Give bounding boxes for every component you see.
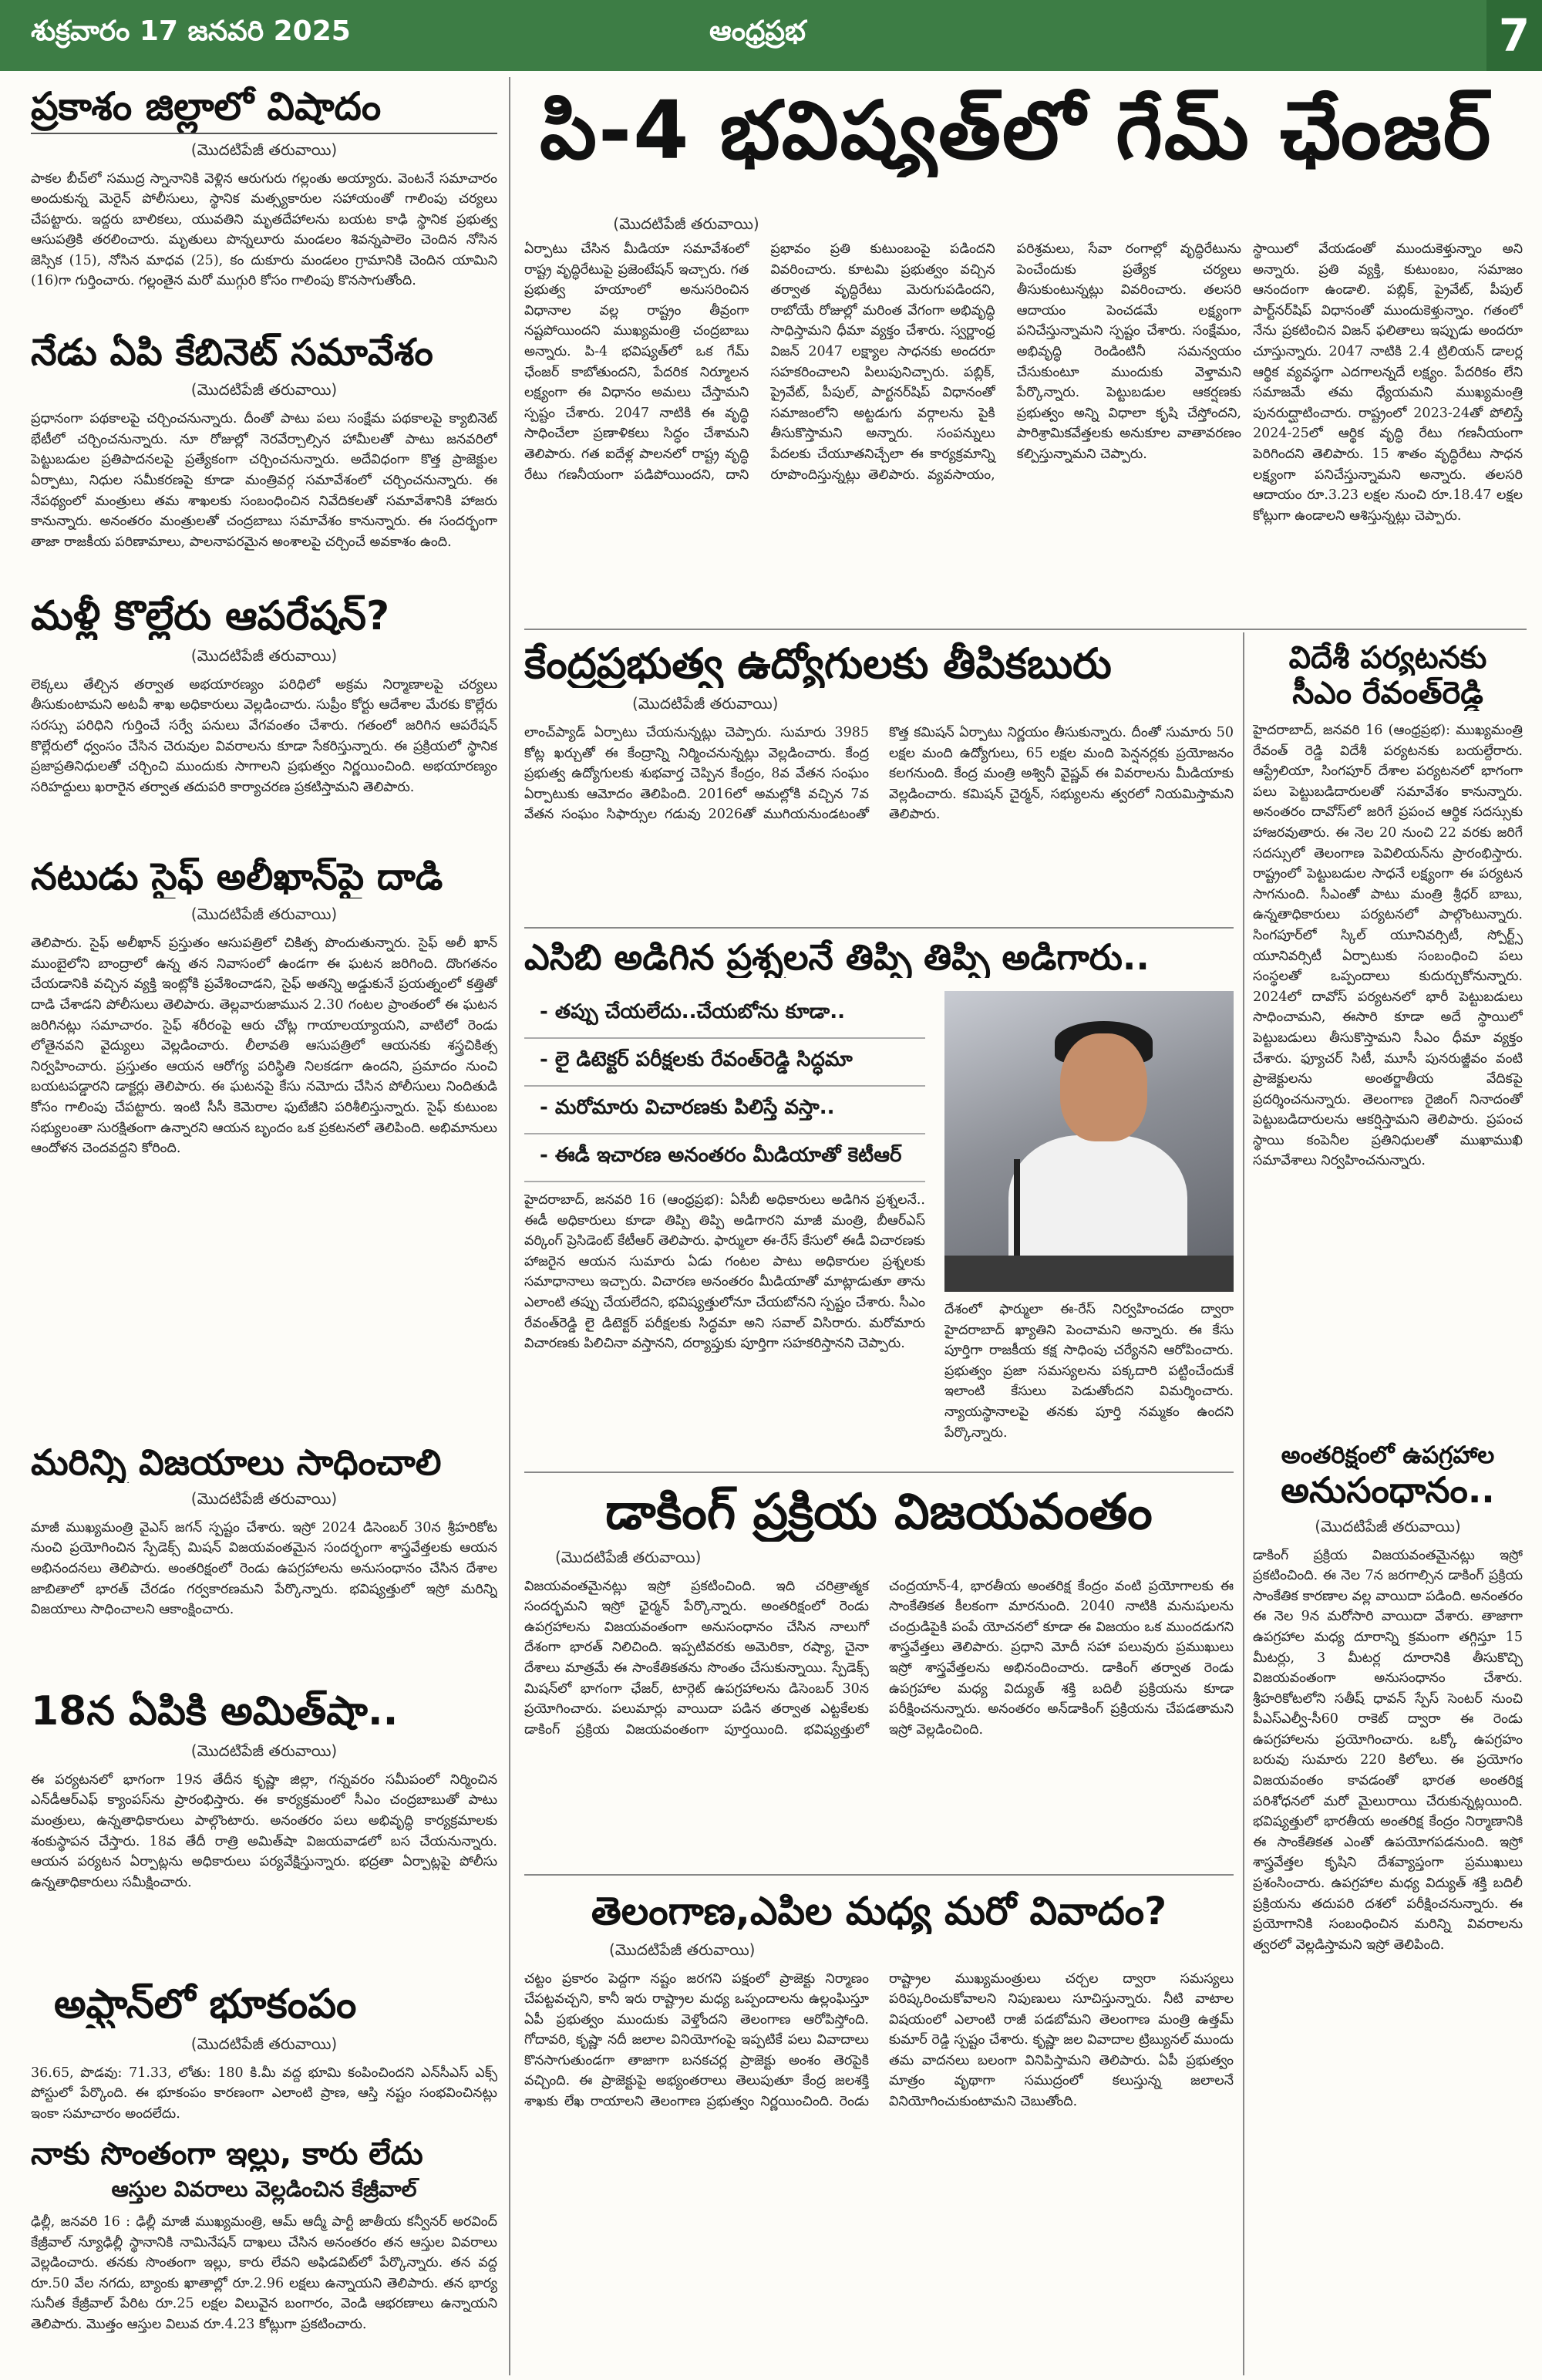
article-prakasam [31,85,497,320]
byline: (మొదటిపేజీ తరువాయి) [613,214,759,233]
column-rule-right [1243,632,1244,2375]
lead-rule [524,629,1527,630]
byline: (మొదటిపేజీ తరువాయి) [190,905,338,924]
lead-headline: పి-4 భవిష్యత్‌లో గేమ్ ఛేంజర్ [540,85,1493,177]
article-body: డాకింగ్ ప్రక్రియ విజయవంతమైనట్లు ఇస్రో ప్రకటించింది. ఈ నెల 7న జరగాల్సిన డాకింగ్ ప్రక్రియ సాంకేతిక కారణాల వల్ల వాయిదా పడింది. అనంతరం ఈ నెల 9న మరోసారి వాయిదా వేశారు. తాజాగా ఉపగ్రహాల మధ్య దూరాన్ని క్రమంగా తగ్గిస్తూ 15 మీటర్లు, 3 మీటర్ల దూరానికి తీసుకొచ్చి విజయవంతంగా అనుసంధానం చేశారు. శ్రీహరికోటలోని సతీష్ ధావన్ స్పేస్ సెంటర్ నుంచి పీఎస్ఎల్వీ-సీ60 రాకెట్ ద్వారా ఈ రెండు ఉపగ్రహాలను ప్రయోగించారు. ఒక్కో ఉపగ్రహం బరువు సుమారు 220 కిలోలు. ఈ ప్రయోగం విజయవంతం కావడంతో భారత అంతరిక్ష పరిశోధనలో మరో మైలురాయి చేరుకున్నట్లయింది. భవిష్యత్తులో భారతీయ అంతరిక్ష కేంద్రం నిర్మాణానికి ఈ సాంకేతికత ఎంతో ఉపయోగపడనుంది. ఇస్రో శాస్త్రవేత్తల కృషిని దేశవ్యాప్తంగా ప్రముఖులు ప్రశంసించారు. ఉపగ్రహాల మధ్య విద్యుత్ శక్తి బదిలీ ప్రక్రియను తదుపరి దశలో పరీక్షించనున్నారు. ఈ ప్రయోగానికి సంబంధించిన మరిన్ని వివరాలను త్వరలో వెల్లడిస్తామని ఇస్రో తెలిపింది. [1253,1547,1523,1953]
article-amit-shah [31,1689,497,1974]
article-saif-ali-khan [31,856,497,1442]
rule [524,1874,1234,1876]
byline: (మొదటిపేజీ తరువాయి) [190,1741,338,1760]
key-point: - మరోమారు విచారణకు పిలిస్తే వస్తా.. [524,1087,925,1134]
article-body: లాంచ్‌ప్యాడ్ ఏర్పాటు చేయనున్నట్లు చెప్పారు. సుమారు 3985 కోట్ల ఖర్చుతో ఈ కేంద్రాన్ని నిర్మించనున్నట్లు వెల్లడించారు. కేంద్ర ప్రభుత్వ ఉద్యోగులకు శుభవార్త చెప్పిన కేంద్రం, 8వ వేతన సంఘం ఏర్పాటుకు ఆమోదం తెలిపింది. 2016లో అమల్లోకి వచ్చిన 7వ వేతన సంఘం సిఫార్సుల గడువు 2026తో ముగియనుండటంతో కొత్త కమిషన్ ఏర్పాటు నిర్ణయం తీసుకున్నారు. దీంతో సుమారు 50 లక్షల మంది ఉద్యోగులు, 65 లక్షల మంది పెన్షనర్లకు ప్రయోజనం కలగనుంది. కేంద్ర మంత్రి అశ్వినీ వైష్ణవ్ ఈ వివరాలను మీడియాకు వెల్లడించారు. కమిషన్ చైర్మన్, సభ్యులను త్వరలో నియమిస్తామని తెలిపారు. [524,725,1234,823]
byline: (మొదటిపేజీ తరువాయి) [190,646,338,665]
headline: నాకు సొంతంగా ఇల్లు, కారు లేదు [31,2136,423,2172]
article-body: ప్రధానంగా పథకాలపై చర్చించనున్నారు. దీంతో పాటు పలు సంక్షేమ పథకాలపై క్యాబినెట్ భేటీలో చర్చించనున్నారు. నూ రోజుల్లో నెరవేర్చాల్సిన హామీలతో పాటు జనవరిలో పెట్టుబడుల ప్రతిపాదనలపై ప్రత్యేకంగా చర్చించనున్నారు. అదేవిధంగా కొత్త ప్రాజెక్టుల ఏర్పాటు, నిధుల సమీకరణపై కూడా మంత్రివర్గ సమావేశంలో చర్చించనున్నారు. ఈ నేపథ్యంలో మంత్రులు తమ శాఖలకు సంబంధించిన నివేదికలతో సమావేశానికి హాజరు కానున్నారు. అనంతరం మంత్రులతో చంద్రబాబు సమావేశం కానున్నారు. ఈ సందర్భంగా తాజా రాజకీయ పరిణామాలు, పాలనాపరమైన అంశాలపై చర్చించే అవకాశం ఉంది. [31,411,497,550]
center-column [524,640,1234,2372]
article-body-continued: దేశంలో ఫార్ములా ఈ-రేస్ నిర్వహించడం ద్వారా హైదరాబాద్ ఖ్యాతిని పెంచామని అన్నారు. ఈ కేసు పూర్తిగా రాజకీయ కక్ష సాధింపు చర్యేనని ఆరోపించారు. ప్రభుత్వం ప్రజా సమస్యలను పక్కదారి పట్టించేందుకే ఇలాంటి కేసులు పెడుతోందని విమర్శించారు. న్యాయస్థానాలపై తనకు పూర్తి నమ్మకం ఉందని పేర్కొన్నారు. [944,1302,1234,1441]
byline: (మొదటిపేజీ తరువాయి) [609,1940,756,1959]
headline: డాకింగ్ ప్రక్రియ విజయవంతం [605,1485,1153,1541]
headline-line-2: అనుసంధానం.. [1281,1469,1495,1511]
headline: అఫ్ఘాన్‌లో భూకంపం [54,1982,357,2028]
article-body: చట్టం ప్రకారం పెద్దగా నష్టం జరగని పక్షంలో ప్రాజెక్టు నిర్మాణం చేపట్టవచ్చని, కానీ ఇరు రాష్ట్రాల మధ్య ఒప్పందాలను ఉల్లంఘిస్తూ ఏపీ ప్రభుత్వం ముందుకు వెళ్తోందని తెలంగాణ ఆరోపిస్తోంది. గోదావరి, కృష్ణా నదీ జలాల వినియోగంపై ఇప్పటికే పలు వివాదాలు కొనసాగుతుండగా తాజాగా బనకచర్ల ప్రాజెక్టు అంశం తెరపైకి వచ్చింది. ఈ ప్రాజెక్టుపై అభ్యంతరాలు తెలుపుతూ కేంద్ర జలశక్తి శాఖకు లేఖ రాయాలని తెలంగాణ ప్రభుత్వం నిర్ణయించింది. రెండు రాష్ట్రాల ముఖ్యమంత్రులు చర్చల ద్వారా సమస్యలు పరిష్కరించుకోవాలని నిపుణులు సూచిస్తున్నారు. నీటి వాటాల విషయంలో ఎలాంటి రాజీ పడబోమని తెలంగాణ మంత్రి ఉత్తమ్ కుమార్ రెడ్డి స్పష్టం చేశారు. కృష్ణా జల వివాదాల ట్రిబ్యునల్ ముందు తమ వాదనలు బలంగా వినిపిస్తామని తెలిపారు. ఏపీ ప్రభుత్వం మాత్రం వృథాగా సముద్రంలో కలుస్తున్న జలాలనే వినియోగించుకుంటామని చెబుతోంది. [524,1970,1234,2110]
article-kolleru [31,594,497,848]
page-header-bar [0,0,1542,71]
byline: (మొదటిపేజీ తరువాయి) [190,140,338,159]
article-afghan-earthquake [31,1982,497,2129]
byline: (మొదటిపేజీ తరువాయి) [190,380,338,399]
left-column [31,85,497,2372]
headline-line-2: సీఎం రేవంత్‌రెడ్డి [1292,676,1483,711]
key-point: - లై డిటెక్టర్ పరీక్షలకు రేవంత్‌రెడ్డి సిద్ధమా [524,1039,925,1087]
article-body: మాజీ ముఖ్యమంత్రి వైఎస్ జగన్ స్పష్టం చేశారు. ఇస్రో 2024 డిసెంబర్ 30న శ్రీహరికోట నుంచి ప్రయోగించిన స్పేడెక్స్ మిషన్ విజయవంతమైన సందర్భంగా శాస్త్రవేత్తలకు ఆయన అభినందనలు తెలిపారు. అంతరిక్షంలో రెండు ఉపగ్రహాలను అనుసంధానం చేసిన దేశాల జాబితాలో భారత్ చేరడం గర్వకారణమని పేర్కొన్నారు. భవిష్యత్తులో ఇస్రో మరిన్ని విజయాలు సాధించాలని ఆకాంక్షించారు. [31,1519,497,1618]
paper-name: ఆంధ్రప్రభ [709,15,806,47]
article-body: లెక్కలు తేల్చిన తర్వాత అభయారణ్యం పరిధిలో అక్రమ నిర్మాణాలపై చర్యలు తీసుకుంటామని అటవీ శాఖ అధికారులు వెల్లడించారు. సుప్రీం కోర్టు ఆదేశాల మేరకు కొల్లేరు సరస్సు పరిధిని గుర్తించే సర్వే పనులు వేగవంతం చేశారు. గతంలో జరిగిన ఆపరేషన్ కొల్లేరులో ధ్వంసం చేసిన చెరువుల వివరాలను కూడా సేకరిస్తున్నారు. ఈ ప్రక్రియలో స్థానిక ప్రజాప్రతినిధులతో చర్చించి ముందుకు సాగాలని ప్రభుత్వం నిర్ణయించింది. అభయారణ్యం సరిహద్దులు ఖరారైన తర్వాత తదుపరి కార్యాచరణ ప్రకటిస్తామని తెలిపారు. [31,676,497,795]
headline: మళ్లీ కొల్లేరు ఆపరేషన్? [31,594,390,639]
headline: మరిన్ని విజయాలు సాధించాలి [31,1442,442,1483]
key-points-list [524,991,925,1182]
rule [524,927,1234,929]
article-more-victories [31,1442,497,1681]
article-docking-success [524,1485,1234,1870]
subheadline: ఆస్తుల వివరాలు వెల్లడించిన కేజ్రీవాల్ [111,2176,417,2202]
article-satellite-docking [1253,1442,1523,2372]
key-point: - తప్పు చేయలేదు..చేయబోను కూడా.. [524,991,925,1039]
article-ktr-ed-inquiry [524,937,1234,1465]
issue-date: శుక్రవారం 17 జనవరి 2025 [31,15,351,47]
article-telangana-ap-dispute [524,1890,1234,2372]
lead-body-continued: స్థాయిలో వేయడంతో ముందుకెళ్తున్నాం అని అన్నారు. ప్రతి వ్యక్తి, కుటుంబం, సమాజం ఆనందంగా ఉండాలి. పబ్లిక్, ప్రైవేట్, పీపుల్ పార్ట్‌నర్‌షిప్ విధానంతో ముందుకెళ్తున్నాం. గతంలో నేను ప్రకటించిన విజన్ ఫలితాలు ఇప్పుడు అందరూ చూస్తున్నారు. 2047 నాటికి 2.4 ట్రిలియన్ డాలర్ల ఆర్థిక వ్యవస్థగా ఎదగాలన్నదే లక్ష్యం. పేదరికం లేని సమాజమే తమ ధ్యేయమని ముఖ్యమంత్రి పునరుద్ఘాటించారు. రాష్ట్రంలో 2023-24తో పోలిస్తే 2024-25లో ఆర్థిక వృద్ధి రేటు గణనీయంగా పెరిగిందని తెలిపారు. 15 శాతం వృద్ధిరేటు సాధన లక్ష్యంగా పనిచేస్తున్నామని అన్నారు. తలసరి ఆదాయం రూ.3.23 లక్షల నుంచి రూ.18.47 లక్షల కోట్లుగా ఉండాలని ఆశిస్తున్నట్లు చెప్పారు. [1253,241,1523,524]
byline: (మొదటిపేజీ తరువాయి) [1315,1516,1461,1536]
article-body: విజయవంతమైనట్లు ఇస్రో ప్రకటించింది. ఇది చరిత్రాత్మక సందర్భమని ఇస్రో ఛైర్మన్ పేర్కొన్నారు. అంతరిక్షంలో రెండు ఉపగ్రహాలను విజయవంతంగా అనుసంధానం చేసిన నాలుగో దేశంగా భారత్ నిలిచింది. ఇప్పటివరకు అమెరికా, రష్యా, చైనా దేశాలు మాత్రమే ఈ సాంకేతికతను సొంతం చేసుకున్నాయి. స్పేడెక్స్ మిషన్‌లో భాగంగా ఛేజర్, టార్గెట్ ఉపగ్రహాలను డిసెంబర్ 30న ప్రయోగించారు. పలుమార్లు వాయిదా పడిన తర్వాత ఎట్టకేలకు డాకింగ్ ప్రక్రియ విజయవంతంగా పూర్తయింది. భవిష్యత్తులో చంద్రయాన్-4, భారతీయ అంతరిక్ష కేంద్రం వంటి ప్రయోగాలకు ఈ సాంకేతికత కీలకంగా మారనుంది. 2040 నాటికి మనుషులను చంద్రుడిపైకి పంపే యోచనలో కూడా ఈ విజయం ఒక ముందడుగని శాస్త్రవేత్తలు తెలిపారు. ప్రధాని మోదీ సహా పలువురు ప్రముఖులు ఇస్రో శాస్త్రవేత్తలను అభినందించారు. డాకింగ్ తర్వాత రెండు ఉపగ్రహాల మధ్య విద్యుత్ శక్తి బదిలీ ప్రక్రియను కూడా పరీక్షించనున్నారు. అనంతరం అన్‌డాకింగ్ ప్రక్రియను చేపడతామని ఇస్రో వెల్లడించింది. [524,1578,1234,1738]
rule [524,1471,1234,1473]
byline: (మొదటిపేజీ తరువాయి) [190,1488,338,1508]
article-body: ఢిల్లీ, జనవరి 16 : ఢిల్లీ మాజీ ముఖ్యమంత్రి, ఆమ్ ఆద్మీ పార్టీ జాతీయ కన్వీనర్ అరవింద్ కేజ్రీవాల్ న్యూఢిల్లీ స్థానానికి నామినేషన్ దాఖలు చేసిన అనంతరం తన ఆస్తుల వివరాలు వెల్లడించారు. తనకు సొంతంగా ఇల్లు, కారు లేవని అఫిడవిట్‌లో పేర్కొన్నారు. తన వద్ద రూ.50 వేల నగదు, బ్యాంకు ఖాతాల్లో రూ.2.96 లక్షలు ఉన్నాయని తెలిపారు. తన భార్య సునీత కేజ్రీవాల్ పేరిట రూ.25 లక్షల విలువైన బంగారం, వెండి ఆభరణాలు ఉన్నాయని తెలిపారు. మొత్తం ఆస్తుల విలువ రూ.4.23 కోట్లుగా ప్రకటించారు. [31,2214,497,2332]
article-body: ఈ పర్యటనలో భాగంగా 19న తేదీన కృష్ణా జిల్లా, గన్నవరం సమీపంలో నిర్మించిన ఎన్‌డీఆర్ఎఫ్ క్యాంపస్‌ను ప్రారంభిస్తారు. ఈ కార్యక్రమంలో సీఎం చంద్రబాబుతో పాటు మంత్రులు, ఉన్నతాధికారులు పాల్గొంటారు. అనంతరం పలు అభివృద్ధి కార్యక్రమాలకు శంకుస్థాపన చేస్తారు. 18వ తేదీ రాత్రి అమిత్‌షా విజయవాడలో బస చేయనున్నారు. ఆయన పర్యటన ఏర్పాట్లను అధికారులు పర్యవేక్షిస్తున్నారు. భద్రతా ఏర్పాట్లపై పోలీసు ఉన్నతాధికారులు సమీక్షించారు. [31,1772,497,1890]
lead-body: ఏర్పాటు చేసిన మీడియా సమావేశంలో రాష్ట్ర వృద్ధిరేటుపై ప్రజెంటేషన్ ఇచ్చారు. గత ప్రభుత్వ హయాంలో అనుసరించిన విధానాల వల్ల రాష్ట్రం తీవ్రంగా నష్టపోయిందని ముఖ్యమంత్రి చంద్రబాబు అన్నారు. పి-4 భవిష్యత్‌లో ఒక గేమ్ ఛేంజర్ కాబోతుందని, పేదరిక నిర్మూలన లక్ష్యంగా ఈ విధానం అమలు చేస్తామని స్పష్టం చేశారు. 2047 నాటికి ఈ వృద్ధి సాధించేలా ప్రణాళికలు సిద్ధం చేశామని తెలిపారు. గత ఐదేళ్ల పాలనలో రాష్ట్ర వృద్ధి రేటు గణనీయంగా పడిపోయిందని, దాని ప్రభావం ప్రతి కుటుంబంపై పడిందని వివరించారు. కూటమి ప్రభుత్వం వచ్చిన తర్వాత వృద్ధిరేటు మెరుగుపడిందని, రాబోయే రోజుల్లో మరింత వేగంగా అభివృద్ధి సాధిస్తామని ధీమా వ్యక్తం చేశారు. స్వర్ణాంధ్ర విజన్ 2047 లక్ష్యాల సాధనకు అందరూ సహకరించాలని పిలుపునిచ్చారు. పబ్లిక్, ప్రైవేట్, పీపుల్, పార్టనర్‌షిప్ విధానంతో సమాజంలోని అట్టడుగు వర్గాలను పైకి తీసుకొస్తామని అన్నారు. సంపన్నులు పేదలకు చేయూతనిచ్చేలా ఈ కార్యక్రమాన్ని రూపొందిస్తున్నట్లు తెలిపారు. వ్యవసాయం, పరిశ్రమలు, సేవా రంగాల్లో వృద్ధిరేటును పెంచేందుకు ప్రత్యేక చర్యలు తీసుకుంటున్నట్లు వివరించారు. తలసరి ఆదాయం పెంచడమే లక్ష్యంగా పనిచేస్తున్నామని స్పష్టం చేశారు. సంక్షేమం, అభివృద్ధి రెండింటినీ సమన్వయం చేసుకుంటూ ముందుకు వెళ్తామని పేర్కొన్నారు. పెట్టుబడుల ఆకర్షణకు ప్రభుత్వం అన్ని విధాలా కృషి చేస్తోందని, పారిశ్రామికవేత్తలకు అనుకూల వాతావరణం కల్పిస్తున్నామని చెప్పారు. [524,241,1241,483]
article-central-employees [524,640,1234,922]
article-body: 36.65, పొడవు: 71.33, లోతు: 180 కి.మీ వద్ద భూమి కంపించిందని ఎన్‌సీఎస్ ఎక్స్ పోస్టులో పేర్కొంది. ఈ భూకంపం కారణంగా ఎలాంటి ప్రాణ, ఆస్తి నష్టం సంభవించినట్లు ఇంకా సమాచారం అందలేదు. [31,2065,497,2122]
article-body: పాకల బీచ్‌లో సముద్ర స్నానానికి వెళ్లిన ఆరుగురు గల్లంతు అయ్యారు. వెంటనే సమాచారం అందుకున్న మెరైన్ పోలీసులు, స్థానిక మత్స్యకారుల సహాయంతో గాలింపు చర్యలు చేపట్టారు. ఇద్దరు బాలికలు, యువతిని మృతదేహాలను బయట కాఢి స్థానిక ప్రభుత్వ ఆసుపత్రికి తరలించారు. మృతులు పొన్నలూరు మండలం శివన్నపాలెం చెందిన నోసిన జెస్సిక (15), నోసిన మాధవ (25), కం దుకూరు మండలం గ్రామానికి చెందిన యామిని (16)గా గుర్తించారు. గల్లంతైన మరో ముగ్గురి కోసం గాలింపు కొనసాగుతోంది. [31,170,497,289]
headline: నేడు ఏపి కేబినెట్ సమావేశం [31,332,433,374]
headline: కేంద్రప్రభుత్వ ఉద్యోగులకు తీపికబురు [524,640,1112,688]
headline: 18న ఏపికి అమిత్‌షా.. [31,1689,399,1734]
key-point: - ఈడీ ఇచారణ అనంతరం మీడియాతో కెటీఆర్ [524,1134,925,1182]
headline-line-1: అంతరిక్షంలో ఉపగ్రహాల [1281,1442,1495,1469]
ktr-photo [944,991,1234,1292]
headline: నటుడు సైఫ్ అలీఖాన్‌పై దాడి [31,856,443,898]
article-cabinet-meeting [31,332,497,586]
headline: ఎసిబి అడిగిన ప్రశ్నలనే తిప్పి తిప్పి అడిగారు.. [524,937,1150,978]
article-kejriwal-assets [31,2136,497,2372]
right-column [1253,640,1523,2372]
page-number: 7 [1486,0,1542,71]
article-body: హైదరాబాద్, జనవరి 16 (ఆంధ్రప్రభ): ముఖ్యమంత్రి రేవంత్ రెడ్డి విదేశీ పర్యటనకు బయల్దేరారు. ఆస్ట్రేలియా, సింగపూర్ దేశాల పర్యటనలో భాగంగా పలు పెట్టుబడిదారులతో సమావేశం కానున్నారు. అనంతరం దావోస్‌లో జరిగే ప్రపంచ ఆర్థిక సదస్సుకు హాజరవుతారు. ఈ నెల 20 నుంచి 22 వరకు జరిగే సదస్సులో తెలంగాణ పెవిలియన్‌ను ప్రారంభిస్తారు. రాష్ట్రంలో పెట్టుబడుల సాధనే లక్ష్యంగా ఈ పర్యటన సాగనుంది. సీఎంతో పాటు మంత్రి శ్రీధర్ బాబు, ఉన్నతాధికారులు పర్యటనలో పాల్గొంటున్నారు. సింగపూర్‌లో స్కిల్ యూనివర్సిటీ, స్పోర్ట్స్ యూనివర్సిటీ ఏర్పాటుకు సంబంధించి పలు సంస్థలతో ఒప్పందాలు కుదుర్చుకోనున్నారు. 2024లో దావోస్ పర్యటనలో భారీ పెట్టుబడులు సాధించామని, ఈసారి కూడా అదే స్థాయిలో పెట్టుబడులు తీసుకొస్తామని సీఎం ధీమా వ్యక్తం చేశారు. ఫ్యూచర్ సిటీ, మూసీ పునరుజ్జీవం వంటి ప్రాజెక్టులను అంతర్జాతీయ వేదికపై ప్రదర్శించనున్నారు. తెలంగాణ రైజింగ్ నినాదంతో పెట్టుబడిదారులను ఆకర్షిస్తామని తెలిపారు. ప్రపంచ స్థాయి కంపెనీల ప్రతినిధులతో ముఖాముఖి సమావేశాలు నిర్వహించనున్నారు. [1253,723,1523,1169]
headline: ప్రకాశం జిల్లాలో విషాదం [31,85,497,134]
article-body: హైదరాబాద్, జనవరి 16 (ఆంధ్రప్రభ): ఏసీబీ అధికారులు అడిగిన ప్రశ్నలనే.. ఈడీ అధికారులు కూడా తిప్పి తిప్పి అడిగారని మాజీ మంత్రి, బీఆర్ఎస్ వర్కింగ్ ప్రెసిడెంట్ కేటీఆర్ తెలిపారు. ఫార్ములా ఈ-రేస్ కేసులో ఈడీ విచారణకు హాజరైన ఆయన సుమారు ఏడు గంటల పాటు అధికారుల ప్రశ్నలకు సమాధానాలు ఇచ్చారు. విచారణ అనంతరం మీడియాతో మాట్లాడుతూ తాను ఎలాంటి తప్పు చేయలేదని, భవిష్యత్తులోనూ చేయబోనని స్పష్టం చేశారు. సీఎం రేవంత్‌రెడ్డి లై డిటెక్టర్ పరీక్షలకు సిద్ధమా అని సవాల్ విసిరారు. మరోమారు విచారణకు పిలిచినా వస్తానని, దర్యాప్తుకు పూర్తిగా సహకరిస్తానని చెప్పారు. [524,1192,925,1352]
headline: తెలంగాణ,ఎపిల మధ్య మరో వివాదం? [591,1890,1167,1933]
column-rule-left [509,77,510,2375]
article-revanth-foreign-tour [1253,640,1523,1334]
headline-line-1: విదేశీ పర్యటనకు [1288,640,1487,676]
article-body: తెలిపారు. సైఫ్ అలీఖాన్ ప్రస్తుతం ఆసుపత్రిలో చికిత్స పొందుతున్నారు. సైఫ్ అలీ ఖాన్ ముంబైలోని బాంద్రాలో ఉన్న తన నివాసంలో ఉండగా ఈ ఘటన జరిగింది. దొంగతనం చేయడానికి వచ్చిన వ్యక్తి ఇంట్లోకి ప్రవేశించాడని, సైఫ్ అతన్ని అడ్డుకునే ప్రయత్నంలో కత్తితో దాడి చేశాడని పోలీసులు తెలిపారు. తెల్లవారుజామున 2.30 గంటల ప్రాంతంలో ఈ ఘటన జరిగినట్లు సమాచారం. సైఫ్ శరీరంపై ఆరు చోట్ల గాయాలయ్యాయని, వాటిలో రెండు లోతైనవని వైద్యులు వెల్లడించారు. లీలావతి ఆసుపత్రిలో ఆయనకు శస్త్రచికిత్స నిర్వహించారు. ప్రస్తుతం ఆయన ఆరోగ్య పరిస్థితి నిలకడగా ఉందని, ప్రమాదం నుంచి బయటపడ్డారని డాక్టర్లు తెలిపారు. ఈ ఘటనపై కేసు నమోదు చేసిన పోలీసులు నిందితుడి కోసం గాలింపు చేపట్టారు. ఇంటి సీసీ కెమెరాల ఫుటేజీని పరిశీలిస్తున్నారు. సైఫ్ కుటుంబ సభ్యులంతా సురక్షితంగా ఉన్నారని ఆయన బృందం ఒక ప్రకటనలో తెలిపింది. అభిమానులు ఆందోళన చెందవద్దని కోరింది. [31,935,497,1157]
byline: (మొదటిపేజీ తరువాయి) [632,694,779,713]
byline: (మొదటిపేజీ తరువాయి) [190,2034,338,2053]
byline: (మొదటిపేజీ తరువాయి) [555,1547,702,1566]
